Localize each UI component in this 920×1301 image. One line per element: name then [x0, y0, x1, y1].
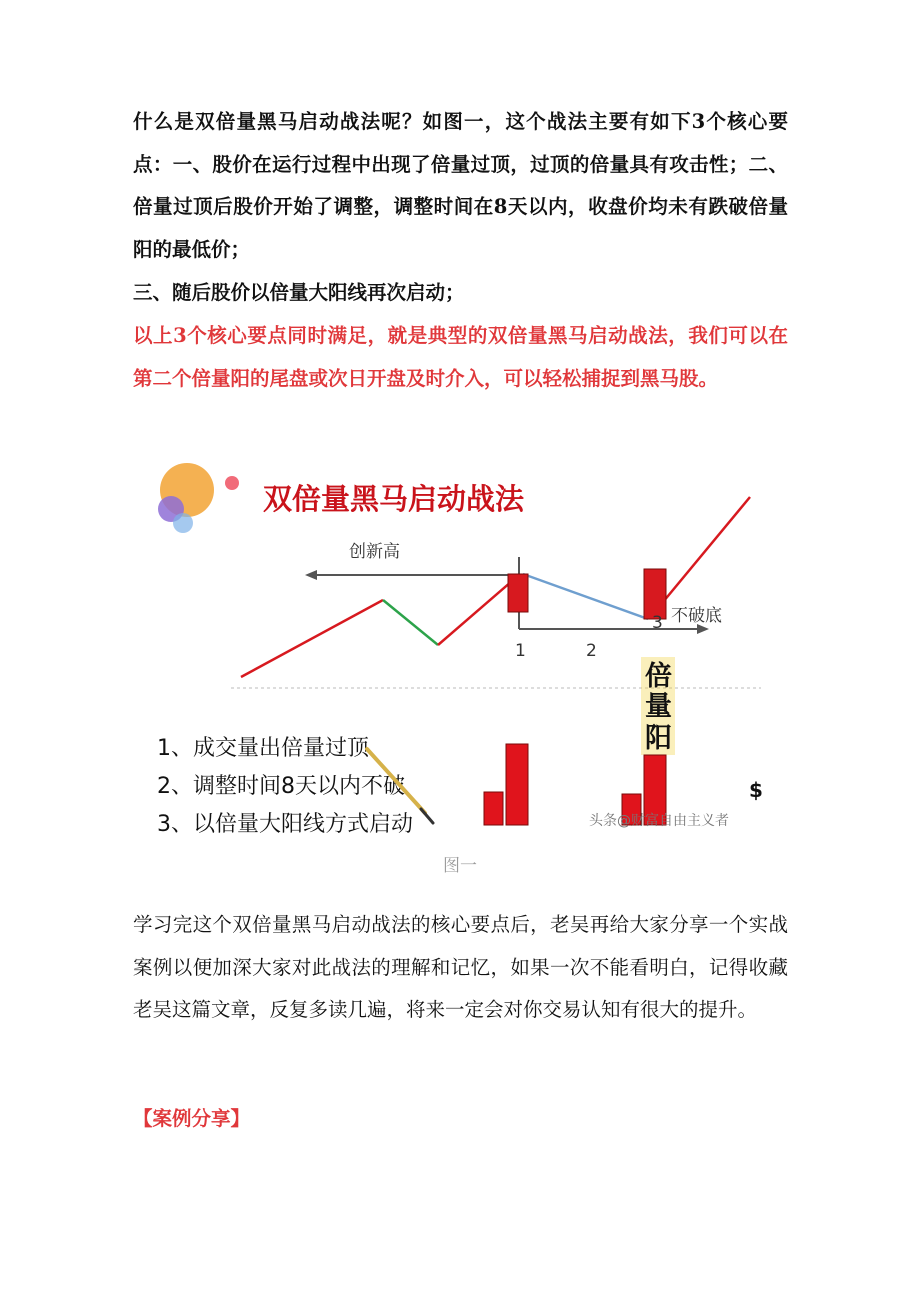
day-label-3: 3 — [652, 613, 663, 633]
strategy-figure — [153, 457, 761, 837]
summary-paragraph: 以上3个核心要点同时满足，就是典型的双倍量黑马启动战法，我们可以在第二个倍量阳的尾盘或次日开盘及时介入，可以轻松捕捉到黑马股。 — [133, 324, 788, 390]
label-new-high: 创新高 — [349, 542, 400, 562]
volume-bar-2 — [506, 744, 528, 825]
candle-3-body — [644, 569, 666, 619]
figure-point-1: 1、成交量出倍量过顶 — [157, 736, 369, 761]
figure-caption: 图一 — [443, 856, 477, 876]
intro-paragraph: 什么是双倍量黑马启动战法呢？如图一，这个战法主要有如下3个核心要点：一、股价在运行过程中出现了倍量过顶，过顶的倍量具有攻击性；二、倍量过顶后股价开始了调整，调整时间在8天以内，收盘价均未有跌破倍量阳的最低价； — [133, 110, 788, 261]
figure-point-2: 2、调整时间8天以内不破 — [157, 774, 405, 799]
vertical-label-2: 量 — [645, 691, 672, 722]
volume-bar-1 — [484, 792, 503, 825]
point-three-paragraph: 三、随后股价以倍量大阳线再次启动； — [133, 281, 465, 304]
decor-bubble-blue — [173, 513, 193, 533]
figure-title: 双倍量黑马启动战法 — [263, 482, 525, 516]
figure-point-3: 3、以倍量大阳线方式启动 — [157, 812, 413, 837]
section-heading: 【案例分享】 — [133, 1107, 251, 1130]
day-label-2: 2 — [586, 641, 597, 661]
label-no-break: 不破底 — [671, 606, 722, 626]
svg-text:$: $ — [749, 778, 763, 802]
vertical-label-1: 倍 — [645, 661, 672, 692]
case-intro-paragraph: 学习完这个双倍量黑马启动战法的核心要点后，老吴再给大家分享一个实战案例以便加深大家对此战法的理解和记忆，如果一次不能看明白，记得收藏老吴这篇文章，反复多读几遍，将来一定会对你交易认知有很大的提升。 — [133, 913, 788, 1021]
watermark: 头条@财富自由主义者 — [589, 813, 729, 829]
decor-bubble-pink — [225, 476, 239, 490]
candle-1-body — [508, 574, 528, 612]
vertical-label-3: 阳 — [645, 723, 672, 754]
day-label-1: 1 — [515, 641, 526, 661]
